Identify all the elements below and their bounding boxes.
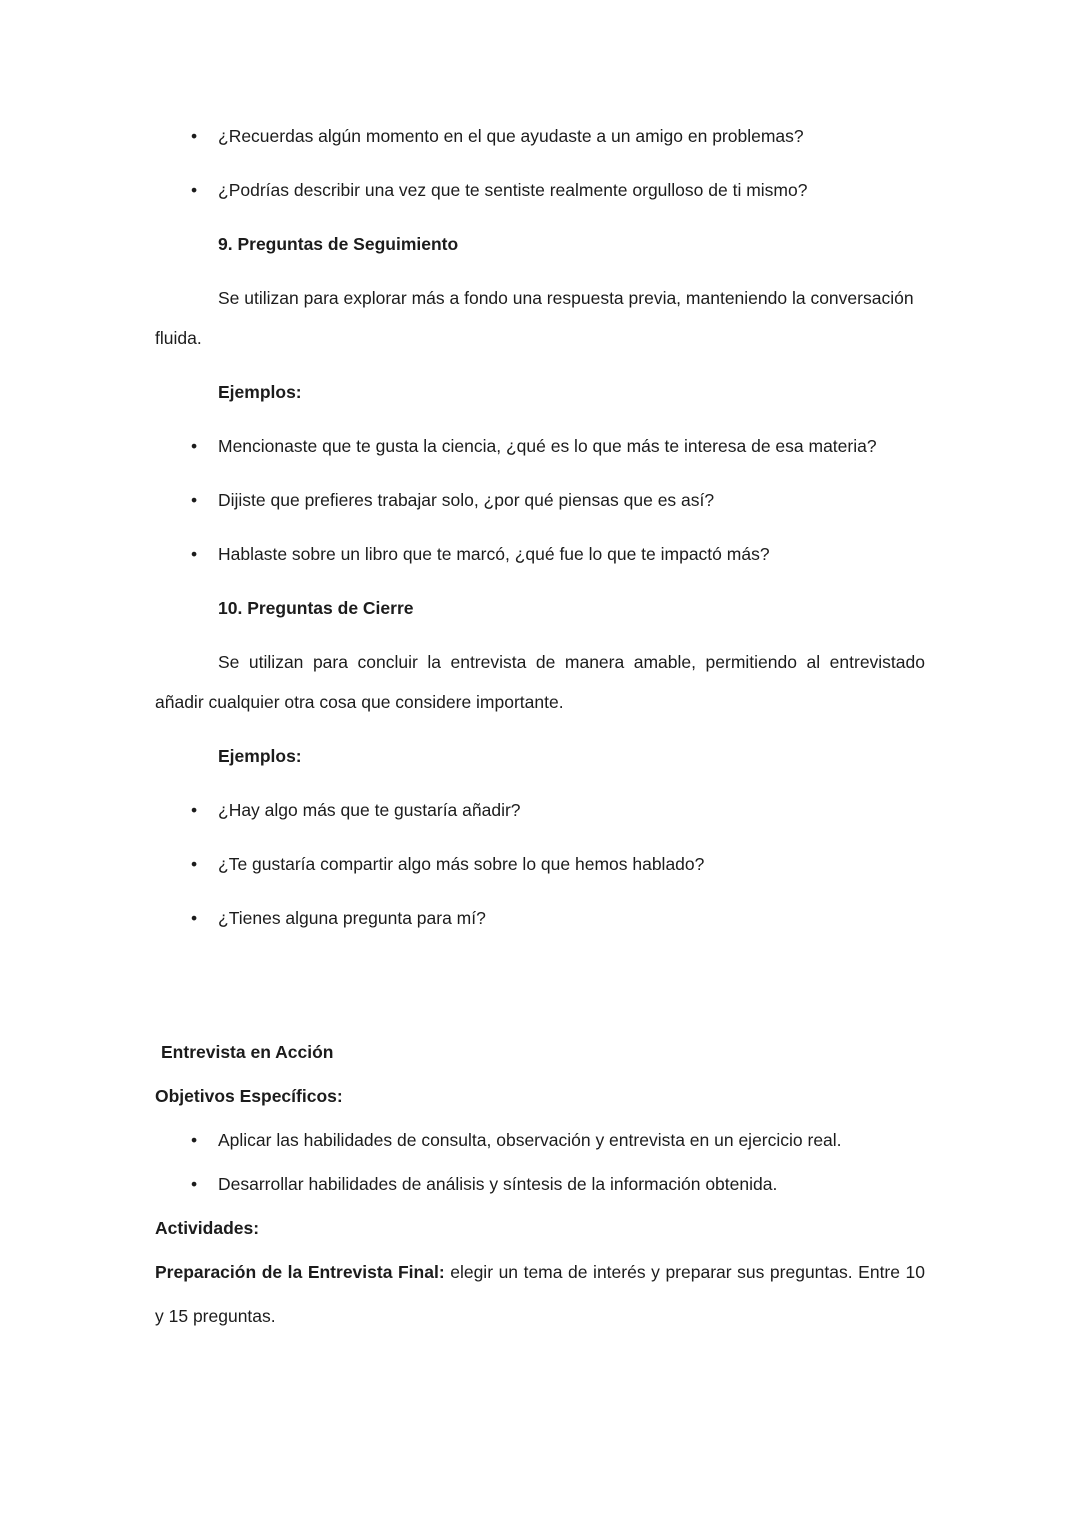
section-9-body: Se utilizan para explorar más a fondo una respuesta previa, manteniendo la conversación fluida. bbox=[155, 288, 914, 348]
top-bullet-list bbox=[155, 116, 925, 210]
section-9-heading: 9. Preguntas de Seguimiento bbox=[218, 234, 459, 254]
action-section-title: Entrevista en Acción bbox=[161, 1042, 334, 1062]
list-item: • Mencionaste que te gusta la ciencia, ¿qué es lo que más te interesa de esa materia? bbox=[155, 426, 925, 466]
list-item: • ¿Te gustaría compartir algo más sobre lo que hemos hablado? bbox=[155, 844, 925, 884]
objectives-heading: Objetivos Específicos: bbox=[155, 1086, 343, 1106]
action-section bbox=[155, 1030, 925, 1338]
activities-heading: Actividades: bbox=[155, 1218, 260, 1238]
activity-title-run: Preparación de la Entrevista Final: bbox=[155, 1262, 445, 1282]
activity-text-run: elegir un tema de interés y preparar sus preguntas. Entre 10 y 15 preguntas. bbox=[155, 1262, 926, 1326]
section-9-bullet-list bbox=[155, 426, 925, 574]
upper-content bbox=[155, 116, 925, 938]
objectives-bullet-list bbox=[155, 1118, 925, 1206]
section-10-examples-label: Ejemplos: bbox=[218, 746, 302, 766]
list-item: • ¿Hay algo más que te gustaría añadir? bbox=[155, 790, 925, 830]
section-10-heading: 10. Preguntas de Cierre bbox=[218, 598, 414, 618]
list-item: • ¿Podrías describir una vez que te sentiste realmente orgulloso de ti mismo? bbox=[155, 170, 925, 210]
activity-paragraph bbox=[155, 1250, 925, 1338]
list-item: • Hablaste sobre un libro que te marcó, ¿qué fue lo que te impactó más? bbox=[155, 534, 925, 574]
list-item: • Desarrollar habilidades de análisis y síntesis de la información obtenida. bbox=[155, 1162, 925, 1206]
section-9-examples-label: Ejemplos: bbox=[218, 382, 302, 402]
list-item: • ¿Recuerdas algún momento en el que ayudaste a un amigo en problemas? bbox=[155, 116, 925, 156]
list-item: • Aplicar las habilidades de consulta, observación y entrevista en un ejercicio real. bbox=[155, 1118, 925, 1162]
list-item: • ¿Tienes alguna pregunta para mí? bbox=[155, 898, 925, 938]
list-item: • Dijiste que prefieres trabajar solo, ¿por qué piensas que es así? bbox=[155, 480, 925, 520]
section-10-body: Se utilizan para concluir la entrevista de manera amable, permitiendo al entrevistado añadir cualquier otra cosa que considere importante. bbox=[155, 652, 925, 712]
section-10-bullet-list bbox=[155, 790, 925, 938]
